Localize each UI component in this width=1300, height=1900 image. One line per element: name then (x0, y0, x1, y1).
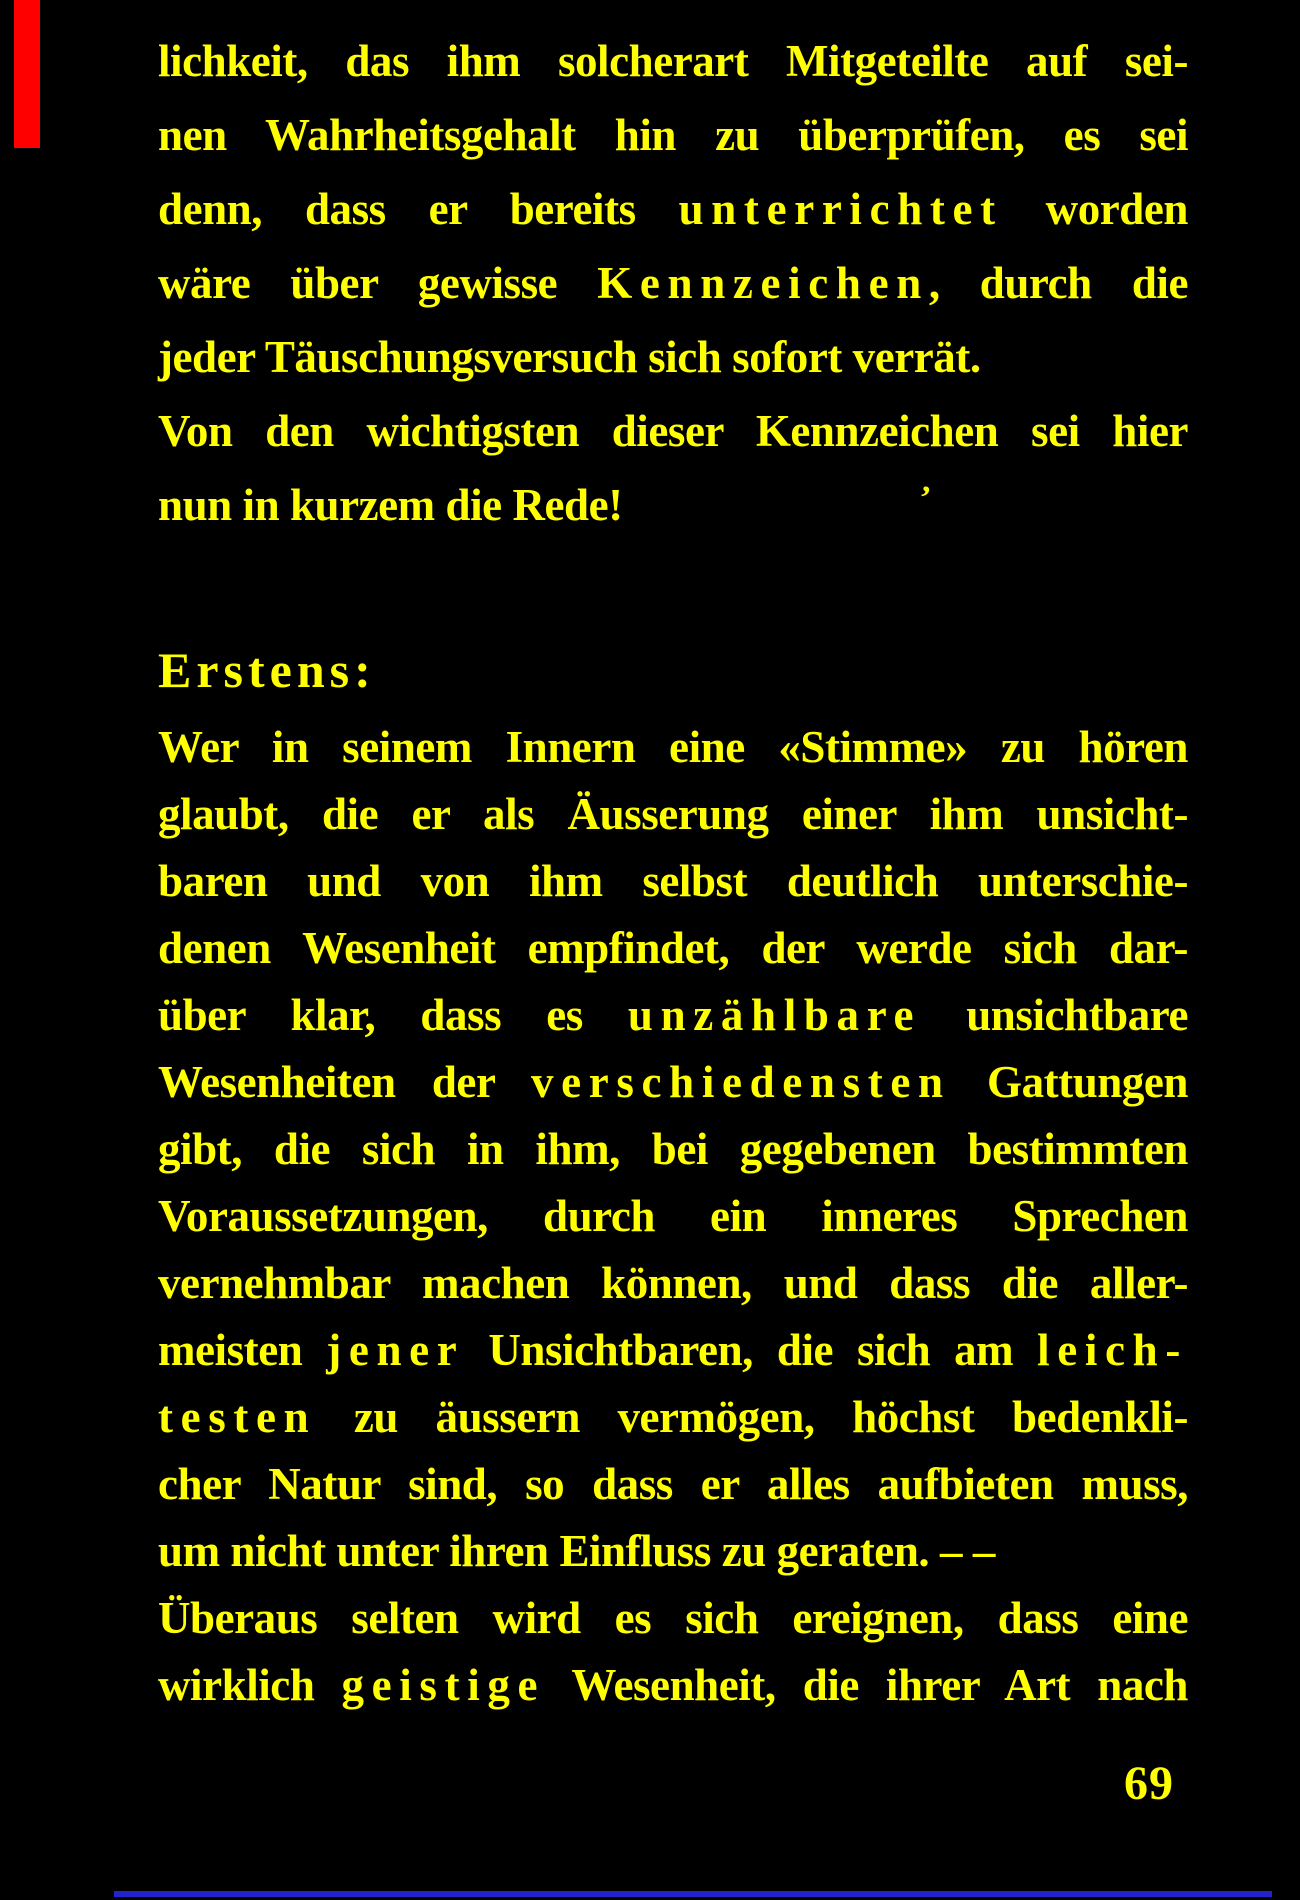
text-segment: wirklich (158, 1660, 342, 1710)
scan-artifact-red-stripe (14, 0, 40, 148)
text-line-p1-7: nun in kurzem die Rede! (158, 480, 623, 530)
text-line-p1-3 (158, 172, 1188, 246)
text-line-p2-8: Voraussetzungen, durch ein inneres Sprechen (158, 1191, 1188, 1241)
text-segment-emphasis: Kennzeichen (597, 258, 929, 308)
text-segment: meisten (158, 1325, 327, 1375)
text-segment-emphasis: testen (158, 1392, 317, 1442)
text-line-p1-6: Von den wichtigsten dieser Kennzeichen sei hier (158, 406, 1188, 456)
paragraph-1 (158, 24, 1188, 542)
text-line-p2-4: denen Wesenheit empfindet, der werde sich dar- (158, 923, 1188, 973)
text-line-p1-5: jeder Täuschungsversuch sich sofort verrät. (158, 332, 981, 382)
text-segment: Unsichtbaren, die sich am (464, 1325, 1038, 1375)
text-segment-emphasis: jener (326, 1325, 465, 1375)
text-line-p1-1: lichkeit, das ihm solcherart Mitgeteilte auf sei- (158, 36, 1188, 86)
text-line-p2-5 (158, 982, 1188, 1049)
text-line-p2-1: Wer in seinem Innern eine «Stimme» zu hören (158, 722, 1188, 772)
text-segment: denn, dass er bereits (158, 184, 679, 234)
paragraph-2 (158, 714, 1188, 1719)
stray-mark: ’ (916, 479, 933, 518)
scan-artifact-blue-line (114, 1891, 1272, 1897)
text-line-p2-9: vernehmbar machen können, und dass die aller- (158, 1258, 1188, 1308)
text-line-p1-2: nen Wahrheitsgehalt hin zu überprüfen, es sei (158, 110, 1188, 160)
text-segment: , durch die (928, 258, 1188, 308)
text-line-p2-15 (158, 1652, 1188, 1719)
page-number: 69 (1124, 1757, 1174, 1810)
text-line-p2-7: gibt, die sich in ihm, bei gegebenen bestimmten (158, 1124, 1188, 1174)
text-segment-emphasis: verschiedensten (530, 1057, 951, 1107)
text-segment-emphasis: leich- (1037, 1325, 1188, 1375)
text-segment: zu äussern vermögen, höchst bedenkli- (316, 1392, 1188, 1442)
text-segment-emphasis: unterrichtet (678, 184, 1003, 234)
text-segment-emphasis: geistige (341, 1660, 546, 1710)
text-line-p2-10 (158, 1317, 1188, 1384)
text-segment: unsichtbare (921, 990, 1188, 1040)
text-segment: worden (1002, 184, 1188, 234)
text-segment: Gattungen (950, 1057, 1188, 1107)
text-line-p2-3: baren und von ihm selbst deutlich unterschie- (158, 856, 1188, 906)
text-line-p2-12: cher Natur sind, so dass er alles aufbieten muss, (158, 1459, 1188, 1509)
text-segment: Wesenheit, die ihrer Art nach (545, 1660, 1188, 1710)
text-line-p1-4 (158, 246, 1188, 320)
text-segment-emphasis: unzählbare (627, 990, 922, 1040)
section-heading: Erstens: (158, 642, 376, 698)
text-line-p2-2: glaubt, die er als Äusserung einer ihm unsicht- (158, 789, 1188, 839)
text-segment: über klar, dass es (158, 990, 628, 1040)
text-segment: Wesenheiten der (158, 1057, 531, 1107)
text-line-p2-14: Überaus selten wird es sich ereignen, dass eine (158, 1593, 1188, 1643)
text-line-p2-13: um nicht unter ihren Einfluss zu geraten. – – (158, 1526, 995, 1576)
text-line-p2-11 (158, 1384, 1188, 1451)
text-segment: wäre über gewisse (158, 258, 598, 308)
text-line-p2-6 (158, 1049, 1188, 1116)
